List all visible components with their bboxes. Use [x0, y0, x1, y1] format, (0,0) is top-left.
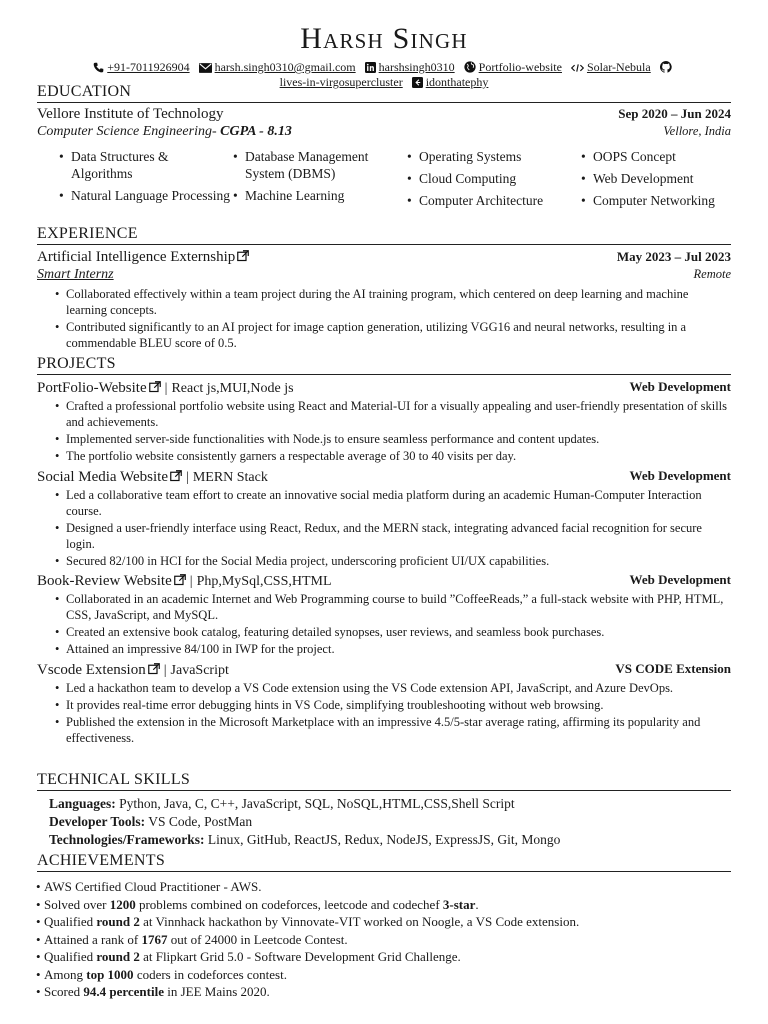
repo-contact[interactable] — [571, 60, 651, 75]
course-item: • Machine Learning — [231, 187, 405, 204]
course-item: • Cloud Computing — [405, 170, 579, 187]
project-row — [37, 379, 731, 397]
project-header — [37, 661, 229, 679]
skills-block — [49, 795, 729, 849]
skills-label: Technologies/Frameworks: — [49, 832, 205, 847]
role-title: Artificial Intelligence Externship — [37, 249, 236, 265]
course-item: • Data Structures & Algorithms — [57, 148, 231, 182]
education-location: Vellore, India — [663, 124, 731, 138]
project-bullets — [55, 591, 731, 658]
phone-contact[interactable] — [93, 60, 189, 75]
project-header — [37, 468, 268, 486]
external-link-icon[interactable] — [149, 381, 161, 393]
candidate-name: Harsh Singh — [300, 22, 468, 55]
external-link-icon[interactable] — [170, 470, 182, 482]
education-row — [37, 106, 731, 123]
phone-icon — [93, 62, 104, 73]
skills-value: Python, Java, C, C++, JavaScript, SQL, NoSQL,HTML,CSS,Shell Script — [119, 796, 515, 811]
project-category: Web Development — [629, 468, 731, 483]
linkedin-icon — [365, 62, 376, 73]
cgpa-text: CGPA - 8.13 — [220, 124, 292, 139]
skills-tools — [49, 813, 729, 831]
institution-name: Vellore Institute of Technology — [37, 106, 224, 122]
project-separator: | — [186, 470, 189, 485]
list-item: • Contributed significantly to an AI project for image caption generation, utilizing VGG16 and neural networks, resulting in a commendable BLEU score of 0.5. — [55, 319, 731, 351]
email-text: harsh.singh0310@gmail.com — [214, 60, 356, 74]
project-name[interactable]: Social Media Website — [37, 469, 168, 485]
project-separator: | — [189, 574, 193, 589]
external-link-icon[interactable] — [174, 574, 186, 586]
project-row — [37, 468, 731, 486]
project-category: Web Development — [629, 379, 731, 394]
project-header — [37, 572, 332, 590]
skills-value: VS Code, PostMan — [148, 814, 253, 829]
skills-value: Linux, GitHub, ReactJS, Redux, NodeJS, ExpressJS, Git, Mongo — [207, 832, 561, 847]
skills-label: Developer Tools: — [49, 814, 146, 829]
experience-heading: EXPERIENCE — [37, 225, 731, 245]
course-column-2 — [231, 148, 405, 214]
project-tech: React js,MUI,Node js — [171, 381, 294, 396]
experience-subrow — [37, 267, 731, 283]
achievements-list — [37, 878, 731, 1001]
code-icon — [571, 63, 584, 73]
project-name[interactable]: PortFolio-Website — [37, 380, 147, 396]
course-item: • Web Development — [579, 170, 739, 187]
project-category: VS CODE Extension — [615, 661, 731, 676]
list-item: • Led a collaborative team effort to create an innovative social media platform during an academic Human-Computer Interaction course. — [55, 487, 731, 519]
course-column-1 — [57, 148, 231, 214]
list-item: • Crafted a professional portfolio website using React and Material-UI for a visually appealing and user-friendly presentation of skills and achievements. — [55, 398, 731, 430]
external-link-icon[interactable] — [148, 663, 160, 675]
list-item: • Collaborated in an academic Internet and Web Programming course to build ”CoffeeReads,” a full-stack website with PHP, HTML, CSS, JavaScript, and MySQL. — [55, 591, 731, 623]
list-item: • Attained an impressive 84/100 in IWP for the project. — [55, 641, 731, 657]
list-item: • Qualified round 2 at Flipkart Grid 5.0 - Software Development Grid Challenge. — [37, 948, 731, 966]
project-row — [37, 661, 731, 679]
education-subrow — [37, 124, 731, 140]
achievements-heading: ACHIEVEMENTS — [37, 852, 731, 872]
education-dates: Sep 2020 – Jun 2024 — [618, 106, 731, 121]
project-separator: | — [164, 381, 168, 396]
github-icon — [660, 61, 672, 73]
company-name[interactable]: Smart Internz — [37, 267, 114, 282]
email-contact[interactable] — [199, 60, 356, 75]
project-category: Web Development — [629, 572, 731, 587]
list-item: • Implemented server-side functionalities with Node.js to ensure seamless performance and content updates. — [55, 431, 731, 447]
portfolio-contact[interactable] — [464, 60, 562, 75]
project-row — [37, 572, 731, 590]
experience-row — [37, 249, 731, 266]
project-separator: | — [163, 663, 167, 678]
linkedin-text: harshsingh0310 — [378, 60, 455, 74]
experience-location: Remote — [693, 267, 731, 281]
project-bullets — [55, 487, 731, 570]
coursework-grid — [57, 148, 737, 214]
list-item: • Secured 82/100 in HCI for the Social Media project, underscoring proficient UI/UX capabilities. — [55, 553, 731, 569]
linkedin-contact[interactable] — [365, 60, 455, 75]
degree-line — [37, 124, 292, 140]
leetcode-text: idonthatephy — [425, 75, 489, 89]
course-item: • Operating Systems — [405, 148, 579, 165]
github-user-text: lives-in-virgosupercluster — [279, 75, 403, 89]
skills-label: Languages: — [49, 796, 116, 811]
list-item: • Led a hackathon team to develop a VS Code extension using the VS Code extension API, JavaScript, and Azure DevOps. — [55, 680, 731, 696]
experience-dates: May 2023 – Jul 2023 — [616, 249, 731, 264]
list-item: • AWS Certified Cloud Practitioner - AWS. — [37, 878, 731, 896]
course-item: • Computer Architecture — [405, 192, 579, 209]
course-item: • Database Management System (DBMS) — [231, 148, 405, 182]
list-item: • Created an extensive book catalog, featuring detailed synopses, user reviews, and seamless book purchases. — [55, 624, 731, 640]
list-item: • Scored 94.4 percentile in JEE Mains 2020. — [37, 983, 731, 1001]
course-item: • OOPS Concept — [579, 148, 739, 165]
list-item: • Qualified round 2 at Vinnhack hackathon by Vinnovate-VIT worked on Noogle, a VS Code extension. — [37, 913, 731, 931]
course-item: • Natural Language Processing — [57, 187, 231, 204]
project-name[interactable]: Book-Review Website — [37, 573, 172, 589]
role-line[interactable] — [37, 249, 249, 266]
external-link-icon[interactable] — [237, 250, 249, 262]
github-contact[interactable] — [660, 60, 675, 75]
list-item: • Among top 1000 coders in codeforces contest. — [37, 966, 731, 984]
course-item: • Computer Networking — [579, 192, 739, 209]
envelope-icon — [199, 63, 212, 73]
skills-heading: TECHNICAL SKILLS — [37, 771, 731, 791]
list-item: • It provides real-time error debugging hints in VS Code, simplifying troubleshooting without web browsing. — [55, 697, 731, 713]
skills-languages — [49, 795, 729, 813]
skills-frameworks — [49, 831, 729, 849]
projects-heading: PROJECTS — [37, 355, 731, 375]
project-header — [37, 379, 294, 397]
list-item: • Designed a user-friendly interface using React, Redux, and the MERN stack, integrating advanced facial recognition for secure login. — [55, 520, 731, 552]
list-item: • Solved over 1200 problems combined on codeforces, leetcode and codechef 3-star. — [37, 896, 731, 914]
experience-bullets — [55, 286, 731, 352]
phone-text: +91-7011926904 — [107, 60, 190, 74]
project-bullets — [55, 398, 731, 465]
education-heading: EDUCATION — [37, 83, 731, 103]
course-column-4 — [579, 148, 739, 214]
course-column-3 — [405, 148, 579, 214]
project-name[interactable]: Vscode Extension — [37, 662, 146, 678]
portfolio-text: Portfolio-website — [478, 60, 562, 74]
project-tech: JavaScript — [170, 663, 229, 678]
list-item: • Published the extension in the Microsoft Marketplace with an impressive 4.5/5-star average rating, affirming its popularity and effectiveness. — [55, 714, 731, 746]
repo-text: Solar-Nebula — [586, 60, 651, 74]
project-tech: MERN Stack — [192, 470, 268, 485]
project-tech: Php,MySql,CSS,HTML — [196, 574, 332, 589]
project-bullets — [55, 680, 731, 747]
degree-text: Computer Science Engineering- — [37, 124, 217, 139]
globe-icon — [464, 61, 476, 73]
list-item: • Attained a rank of 1767 out of 24000 in Leetcode Contest. — [37, 931, 731, 949]
list-item: • Collaborated effectively within a team project during the AI training program, which centered on deep learning and machine learning concepts. — [55, 286, 731, 318]
list-item: • The portfolio website consistently garners a respectable average of 30 to 40 visits per day. — [55, 448, 731, 464]
